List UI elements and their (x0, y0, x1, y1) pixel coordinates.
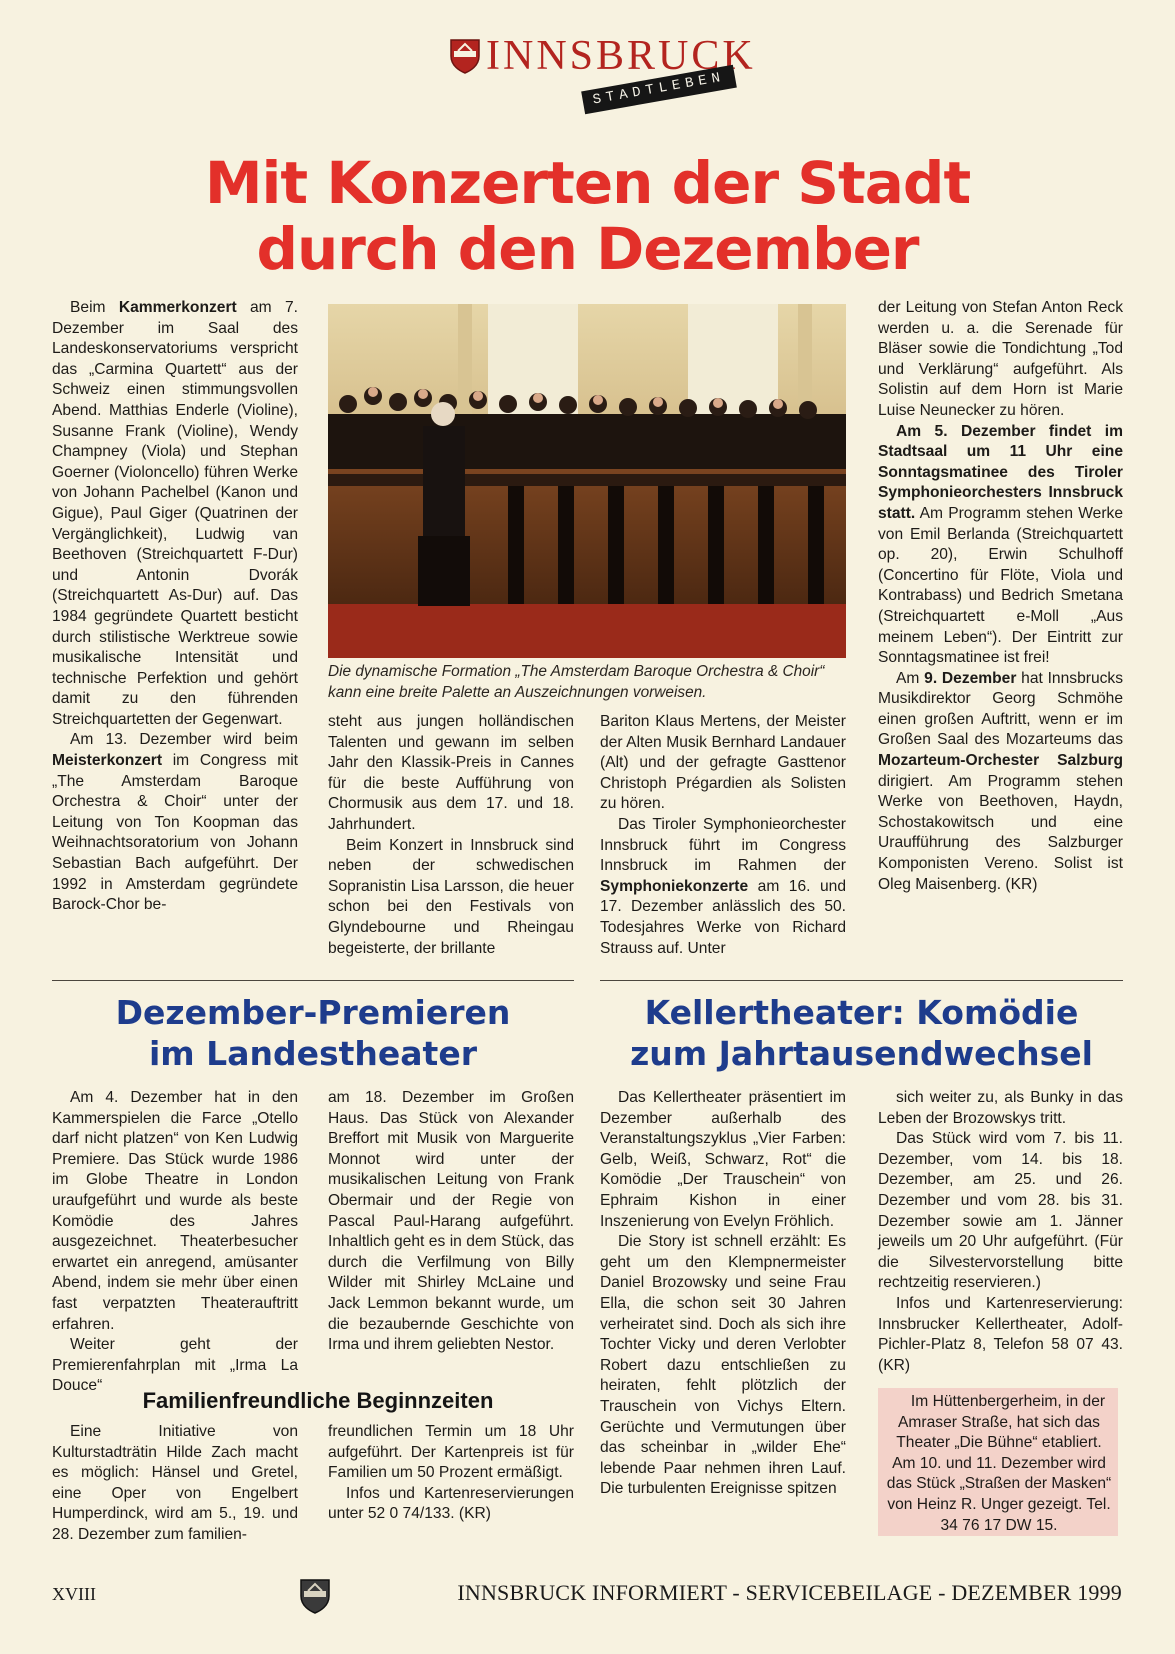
paragraph (600, 1232, 846, 1500)
paragraph (878, 422, 1123, 669)
text-run: am 7. Dezember im Saal des Landeskonservatoriums verspricht das „Carmina Quartett“ aus der Schweiz einen stimmungsvollen Abend. Matthias Enderle (Violine), Susanne Frank (Violine), Wendy Champney (Viola) und Stephan Goerner (Violoncello) führen Werke von Johann Pachelbel (Kanon und Gigue), Paul Giger (Quatrinen der Vergänglichkeit), Ludwig van Beethoven (Streichquartett F-Dur) und Antonin Dvorák (Streichquartett As-Dur) auf. Das 1984 gegründete Quartett besticht durch stilistische Werktreue sowie musikalische Intensität und technische Perfektion und gehört damit zu den führenden Streichquartetten der Gegenwart. (52, 299, 298, 728)
bold-run: Mozarteum-Orchester Salzburg (878, 752, 1123, 770)
paragraph (328, 836, 574, 960)
text-run: Am 4. Dezember hat in den Kammerspielen die Farce „Otello darf nicht platzen“ von Ken Ludwig Premiere. Das Stück wurde 1986 im Globe Theatre in London uraufgeführt und wurde als beste Komödie des Jahres ausgezeichnet. Theaterbesucher erwartet ein anregend, amüsanter Abend, indem sie mehr über einen fast verpatzten Theaterauftritt erfahren. (52, 1089, 298, 1333)
logo-word: INNSBRUCK (486, 33, 756, 79)
main-article-column-2 (328, 712, 574, 959)
paragraph (52, 1422, 298, 1546)
paragraph (52, 1088, 298, 1335)
bold-run: Meisterkonzert (52, 752, 163, 770)
main-headline-line1: Mit Konzerten der Stadt (204, 149, 971, 217)
text-run: Eine Initiative von Kulturstadträtin Hilde Zach macht es möglich: Hänsel und Gretel, eine Oper von Engelbert Humperdinck, wird am 5., 19. und 28. Dezember zum familien- (52, 1423, 298, 1543)
paragraph (878, 1088, 1123, 1129)
keller-headline-line1: Kellertheater: Komödie (644, 993, 1079, 1032)
buehne-info-text (886, 1392, 1112, 1536)
text-run: Im Hüttenbergerheim, in der Amraser Straße, hat sich das Theater „Die Bühne“ etabliert. Am 10. und 11. Dezember wird das Stück „Straßen der Masken“ von Heinz R. Unger gezeigt. Tel. 34 76 17 DW 15. (886, 1393, 1112, 1534)
text-run: Am Programm stehen Werke von Emil Berlanda (Streichquartett op. 20), Erwin Schulhoff (Concertino für Flöte, Viola und Kontrabass) und Bedrich Smetana (Streichquartett e-Moll „Aus meinem Leben“). Der Eintritt zur Sonntagsmatinee ist frei! (878, 504, 1123, 667)
premieren-headline-line1: Dezember-Premieren (115, 993, 511, 1032)
familien-subheading: Familienfreundliche Beginnzeiten (142, 1388, 494, 1413)
text-run: sich weiter zu, als Bunky in das Leben der Brozowskys tritt. (878, 1089, 1123, 1127)
main-article-column-4 (878, 298, 1123, 895)
footer-publication: INNSBRUCK INFORMIERT - SERVICEBEILAGE - DEZEMBER 1999 (457, 1580, 1122, 1605)
premieren-column-2b (328, 1422, 574, 1525)
photo-caption: Die dynamische Formation „The Amsterdam Baroque Orchestra & Choir“ kann eine breite Palette an Auszeichnungen vorweisen. (328, 663, 825, 701)
text-run: Beim Konzert in Innsbruck sind neben der schwedischen Sopranistin Lisa Larsson, die heuer schon bei den Festivals von Glyndebourne und Rheingau begeisterte, der brillante (328, 836, 574, 957)
divider-left (52, 980, 574, 981)
buehne-info-box (878, 1388, 1118, 1536)
text-run: Das Tiroler Symphonieorchester Innsbruck führt im Congress Innsbruck im Rahmen der (600, 815, 846, 875)
text-run: freundlichen Termin um 18 Uhr aufgeführt. Der Kartenpreis ist für Familien um 50 Prozent ermäßigt. (328, 1423, 574, 1482)
text-run: Bariton Klaus Mertens, der Meister der Alten Musik Bernhard Landauer (Alt) und der gefragte Gasttenor Christoph Prégardien als Solisten zu hören. (600, 713, 846, 813)
keller-column-1 (600, 1088, 846, 1500)
text-run: hat Innsbrucks Musikdirektor Georg Schmöhe einen großen Auftritt, wenn er im Großen Saal des Mozarteums das (878, 669, 1124, 749)
paragraph (52, 298, 298, 730)
text-run: Am (896, 669, 925, 687)
paragraph (878, 1129, 1123, 1294)
coat-of-arms-icon (450, 38, 480, 74)
bold-run: Symphoniekonzerte (600, 877, 749, 895)
masthead-logo (450, 30, 756, 120)
logo-tagline: STADTLEBEN (581, 65, 737, 114)
text-run: dirigiert. Am Programm stehen Werke von Beethoven, Haydn, Schostakowitsch und eine Uraufführung des Salzburger Komponisten Vereno. Solist ist Oleg Maisenberg. (KR) (878, 772, 1123, 893)
text-run: Beim (70, 299, 119, 316)
text-run: steht aus jungen holländischen Talenten und gewann im selben Jahr den Klassik-Preis in Cannes für die beste Aufführung von Chormusik aus dem 17. und 18. Jahrhundert. (328, 713, 574, 833)
main-article-column-1 (52, 298, 298, 916)
text-run: Infos und Kartenreservierung: Innsbrucker Kellertheater, Adolf-Pichler-Platz 8, Telefon 58 07 43. (KR) (878, 1294, 1123, 1374)
paragraph (52, 730, 298, 915)
text-run: Das Kellertheater präsentiert im Dezember außerhalb des Veranstaltungszyklus „Vier Farben: Gelb, Weiß, Schwarz, Rot“ die Komödie „Der Trauschein“ von Ephraim Kishon in einer Inszenierung von Evelyn Fröhlich. (600, 1089, 846, 1230)
paragraph (600, 815, 846, 959)
premieren-headline (52, 992, 574, 1074)
text-run: Das Stück wird vom 7. bis 11. Dezember, vom 14. bis 18. Dezember, am 25. und 26. Dezember und vom 28. bis 31. Dezember sowie am 1. Jänner jeweils um 20 Uhr aufgeführt. (Für die Silvestervorstellung bitte rechtzeitig reservieren.) (878, 1130, 1123, 1292)
paragraph (328, 1088, 574, 1356)
paragraph (328, 1484, 574, 1525)
keller-headline-line2: zum Jahrtausendwechsel (630, 1034, 1093, 1073)
main-article-column-3 (600, 712, 846, 959)
paragraph (600, 1088, 846, 1232)
text-run: Weiter geht der Premierenfahrplan mit „Irma La Douce“ (52, 1336, 298, 1395)
premieren-column-1 (52, 1088, 298, 1397)
keller-column-2 (878, 1088, 1123, 1376)
orchestra-photo-image (328, 304, 846, 658)
bold-run: Am 5. Dezember findet im Stadtsaal um 11 Uhr eine Sonntagsmatinee des Tiroler Symphonieorchesters Innsbruck statt. (878, 422, 1123, 522)
paragraph (328, 1422, 574, 1484)
main-headline (150, 150, 1025, 282)
text-run: Am 13. Dezember wird beim (70, 731, 298, 749)
text-run: Die Story ist schnell erzählt: Es geht um den Klempnermeister Daniel Brozowsky und seine Frau Ella, die schon seit 30 Jahren verheiratet sind. Doch als sich ihre Tochter Vicky und deren Verlobter Robert dazu entschließen zu heiraten, fehlt plötzlich der Trauschein von Vichys Eltern. Gerüchte und Vermutungen über das scheinbar in „wilder Ehe“ lebende Paar nehmen ihren Lauf. Die turbulenten Ereignisse spitzen (600, 1233, 846, 1498)
paragraph (886, 1392, 1112, 1536)
footer-coat-of-arms-icon (300, 1578, 330, 1614)
paragraph (600, 712, 846, 815)
text-run: der Leitung von Stefan Anton Reck werden u. a. die Serenade für Bläser sowie die Tondichtung „Tod und Verklärung“ aufgeführt. Als Solistin auf dem Horn ist Marie Luise Neunecker zu hören. (878, 299, 1123, 419)
paragraph (878, 669, 1123, 896)
paragraph (328, 712, 574, 836)
main-headline-line2: durch den Dezember (256, 215, 919, 283)
text-run: am 18. Dezember im Großen Haus. Das Stück von Alexander Breffort mit Musik von Marguerite Monnot wird unter der musikalischen Leitung von Frank Obermair und der Regie von Pascal Paul-Harang aufgeführt. Inhaltlich geht es in dem Stück, das durch die Verfilmung von Billy Wilder mit Shirley McLaine und Jack Lemmon bekannt wurde, um die bezaubernde Geschichte von Irma und ihrem geliebten Nestor. (328, 1089, 574, 1354)
divider-right (600, 980, 1123, 981)
page-number: XVIII (52, 1584, 96, 1604)
premieren-headline-line2: im Landestheater (149, 1034, 477, 1073)
text-run: Infos und Kartenreservierungen unter 52 0 74/133. (KR) (328, 1484, 574, 1523)
text-run: im Congress mit „The Amsterdam Baroque Orchestra & Choir“ unter der Leitung von Ton Koopman das Weihnachtsoratorium von Johann Sebastian Bach aufgeführt. Der 1992 in Amsterdam gegründete Barock-Chor be- (52, 752, 298, 914)
orchestra-photo (328, 304, 846, 658)
bold-run: 9. Dezember (924, 669, 1017, 687)
premieren-column-1b (52, 1422, 298, 1546)
paragraph (878, 1294, 1123, 1376)
keller-headline (600, 992, 1123, 1074)
bold-run: Kammerkonzert (118, 299, 237, 316)
paragraph (878, 298, 1123, 422)
text-run: am 16. und 17. Dezember anlässlich des 50. Todesjahres Werke von Richard Strauss auf. Unter (600, 877, 846, 957)
premieren-column-2 (328, 1088, 574, 1356)
